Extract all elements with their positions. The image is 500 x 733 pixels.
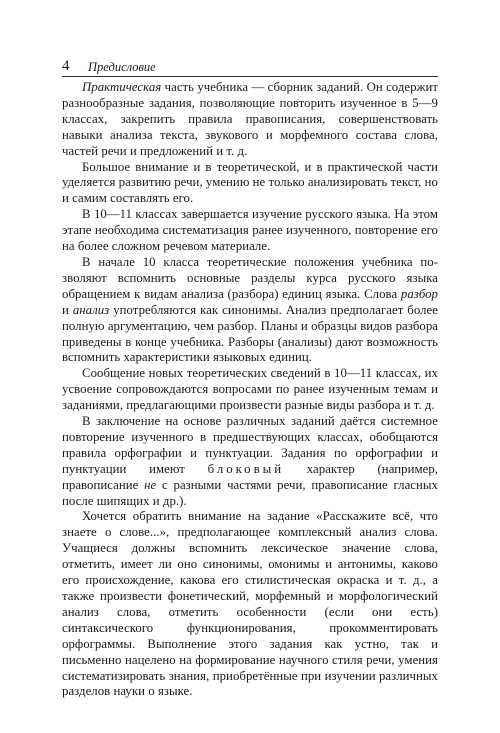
italic-term: Практическая (82, 80, 162, 94)
paragraph-text: с разными частями речи, правописание гласных после шипящих и др.). (62, 477, 438, 508)
paragraph-text: часть учебника — сборник заданий. Он содержит разнообразные задания, позволяющие повторить изученное в 5—9 классах, закрепить правила правописания, совершенствовать навыки анализа текста, звукового и морфемного состава слова, частей речи и предложений и т. д. (62, 80, 438, 158)
paragraph-practical-part (62, 80, 438, 160)
italic-term: разбор (400, 286, 438, 301)
paragraph-text: и (62, 302, 73, 317)
italic-term: не (144, 477, 157, 492)
body-text (62, 80, 438, 700)
paragraph-grades-10-11: В 10—11 классах завершается изучение русского языка. На этом этапе необходима систематизация ранее изученного, повторение его на более сложном речевом материале. (62, 207, 438, 254)
paragraph-text: употребляются как синонимы. Анализ предполагает более полную аргументацию, чем разбор. Планы и образцы видов разбора приведены в конце учебника. Разборы (анализы) дают возможность вспомнить характеристики языковых единиц. (62, 302, 438, 365)
paragraph-text: В заключение на основе различных заданий даётся системное повторение изученного в предшествующих классах, обобщаются правила орфографии и пунктуации. Задания по орфографии и пунктуации имеют (62, 414, 438, 476)
paragraph-conclusion (62, 414, 438, 509)
paragraph-text: В начале 10 класса теоретические положения учебника позволяют вспомнить основные разделы курса русского языка обращением к видам анализа (разбора) единиц языка. Слова (62, 254, 438, 301)
running-header (62, 58, 438, 77)
paragraph-analysis-types (62, 255, 438, 366)
paragraph-text: характер (например, правописание (62, 461, 438, 492)
page-number: 4 (62, 58, 70, 74)
paragraph-speech-development: Большое внимание и в теоретической, и в практической части уделяется развитию речи, умению не только анализировать текст, но и самим составлять его. (62, 159, 438, 206)
paragraph-new-theory: Сообщение новых теоретических сведений в 10—11 классах, их усвоение сопровождаются вопросами по ранее изученным темам и заданиями, предлагающими произвести разные виды разбора и т. д. (62, 366, 438, 413)
spaced-term: блоковый (207, 461, 285, 476)
italic-term: анализ (72, 302, 110, 317)
section-title: Предисловие (88, 60, 156, 74)
paragraph-word-task: Хочется обратить внимание на задание «Расскажите всё, что знаете о слове...», предполагающее комплексный анализ слова. Учащиеся должны вспомнить лексическое значение слова, отметить, имеет ли оно синонимы, омонимы и антонимы, каково его происхождение, какова его стилистическая окраска и т. д., а также произвести фонетический, морфемный и морфологический анализ слова, отметить особенности (если они есть) синтаксического функционирования, прокомментировать орфограммы. Выполнение этого задания как устно, так и письменно нацелено на формирование научного стиля речи, умения систематизировать знания, приобретённые при изучении различных разделов науки о языке. (62, 509, 438, 699)
